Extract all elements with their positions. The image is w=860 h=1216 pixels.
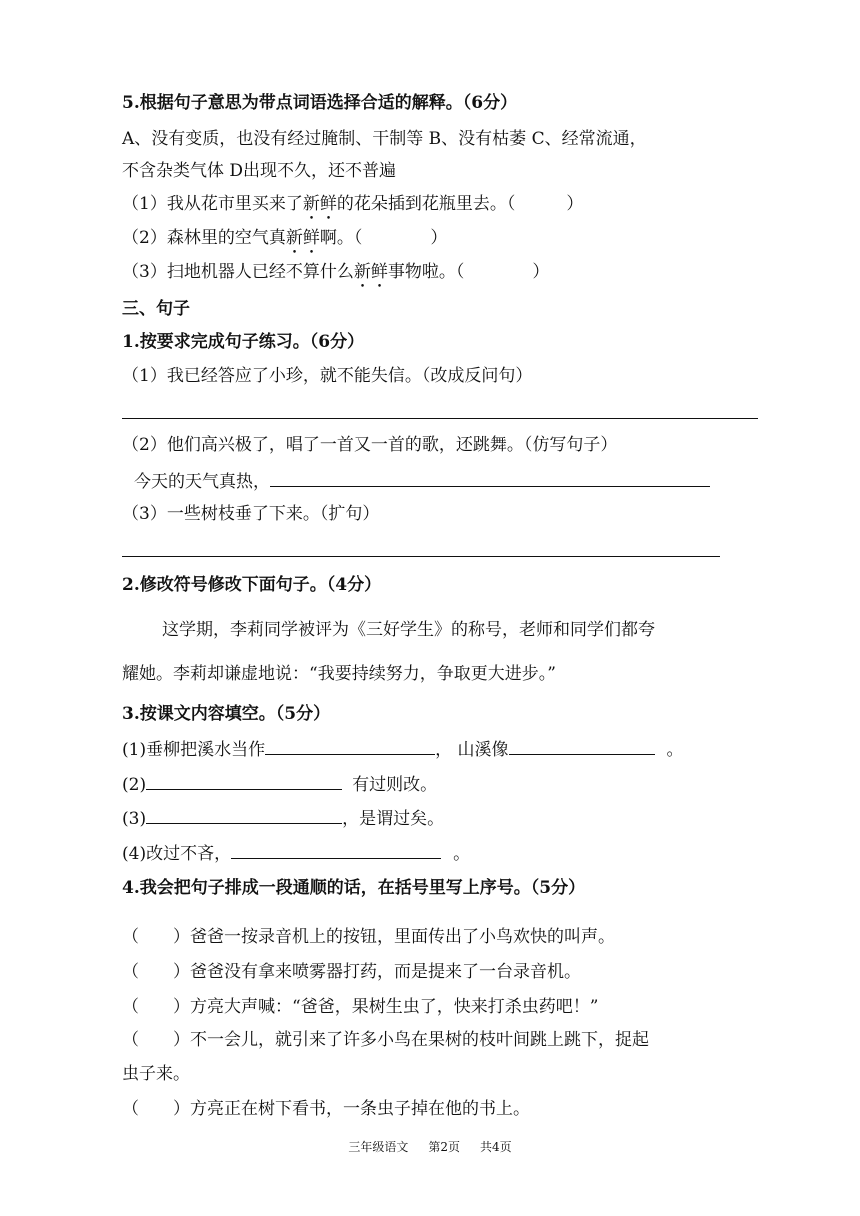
paragraph-line-2: 耀她。李莉却谦虚地说：“我要持续努力，争取更大进步。”	[122, 664, 556, 684]
q-text-post: 的花朵插到花瓶里去。（ ）	[336, 194, 584, 214]
section-3-title: 3.按课文内容填空。（5分）	[122, 704, 331, 724]
q-text-post: 啊。（ ）	[319, 228, 448, 248]
section-4-title: 4.我会把句子排成一段通顺的话，在括号里写上序号。（5分）	[122, 878, 586, 898]
fill-3	[122, 807, 444, 830]
footer-page: 第2页	[428, 1140, 460, 1154]
question-5-2	[122, 227, 447, 258]
fill-text: 。	[666, 740, 684, 760]
question-1-2-prompt	[134, 470, 710, 493]
footer-total: 共4页	[480, 1140, 512, 1154]
question-1-1: （1）我已经答应了小珍，就不能失信。（改成反问句）	[122, 366, 533, 386]
answer-line[interactable]	[122, 418, 758, 419]
q-text-pre: （2）森林里的空气真	[122, 228, 286, 248]
fill-text: ，是谓过矣。	[342, 809, 445, 829]
fill-text: (1)垂柳把溪水当作	[122, 740, 266, 760]
order-item-continuation: 虫子来。	[122, 1064, 190, 1084]
answer-blank[interactable]	[270, 470, 710, 487]
prompt-text: 今天的天气真热，	[134, 472, 270, 492]
question-1-3: （3）一些树枝垂了下来。（扩句）	[122, 504, 380, 524]
fill-text: 有过则改。	[352, 775, 438, 795]
question-5-1	[122, 193, 583, 224]
fill-2	[122, 773, 437, 796]
footer-grade: 三年级语文	[348, 1140, 409, 1154]
section-1-title: 1.按要求完成句子练习。（6分）	[122, 332, 365, 352]
options-line-2: 不含杂类气体 D出现不久，还不普遍	[122, 161, 397, 181]
options-line-1: A、没有变质，也没有经过腌制、干制等 B、没有枯萎 C、经常流通，	[122, 129, 647, 149]
part-3-title: 三、句子	[122, 299, 190, 319]
answer-line[interactable]	[122, 556, 720, 557]
q-text-pre: （3）扫地机器人已经不算什么	[122, 262, 354, 282]
answer-blank[interactable]	[265, 738, 435, 755]
order-item: （ ）方亮正在树下看书，一条虫子掉在他的书上。	[122, 1099, 530, 1119]
fill-text: 。	[453, 844, 471, 864]
q-text-pre: （1）我从花市里买来了	[122, 194, 303, 214]
dotted-word: 新鲜	[353, 262, 388, 282]
fill-text: (2)	[122, 775, 147, 795]
fill-text: (4)改过不吝，	[122, 844, 232, 864]
order-item: （ ）爸爸一按录音机上的按钮，里面传出了小鸟欢快的叫声。	[122, 927, 615, 947]
section-2-title: 2.修改符号修改下面句子。（4分）	[122, 575, 382, 595]
dotted-word: 新鲜	[285, 228, 320, 248]
answer-blank[interactable]	[146, 807, 342, 824]
dotted-word: 新鲜	[302, 194, 337, 214]
answer-blank[interactable]	[146, 773, 342, 790]
q-text-post: 事物啦。（ ）	[387, 262, 550, 282]
section-5-title: 5.根据句子意思为带点词语选择合适的解释。（6分）	[122, 93, 518, 113]
answer-blank[interactable]	[509, 738, 655, 755]
fill-1	[122, 738, 684, 761]
fill-text: ， 山溪像	[435, 740, 509, 760]
page-footer	[0, 1138, 860, 1155]
order-item: （ ）不一会儿，就引来了许多小鸟在果树的枝叶间跳上跳下，捉起	[122, 1030, 649, 1050]
answer-blank[interactable]	[231, 842, 441, 859]
paragraph-line-1: 这学期，李莉同学被评为《三好学生》的称号，老师和同学们都夸	[162, 620, 655, 640]
order-item: （ ）方亮大声喊：“爸爸，果树生虫了，快来打杀虫药吧！”	[122, 997, 599, 1017]
question-5-3	[122, 261, 549, 292]
fill-text: (3)	[122, 809, 147, 829]
order-item: （ ）爸爸没有拿来喷雾器打药，而是提来了一台录音机。	[122, 962, 581, 982]
fill-4	[122, 842, 470, 865]
question-1-2: （2）他们高兴极了，唱了一首又一首的歌，还跳舞。（仿写句子）	[122, 435, 618, 455]
